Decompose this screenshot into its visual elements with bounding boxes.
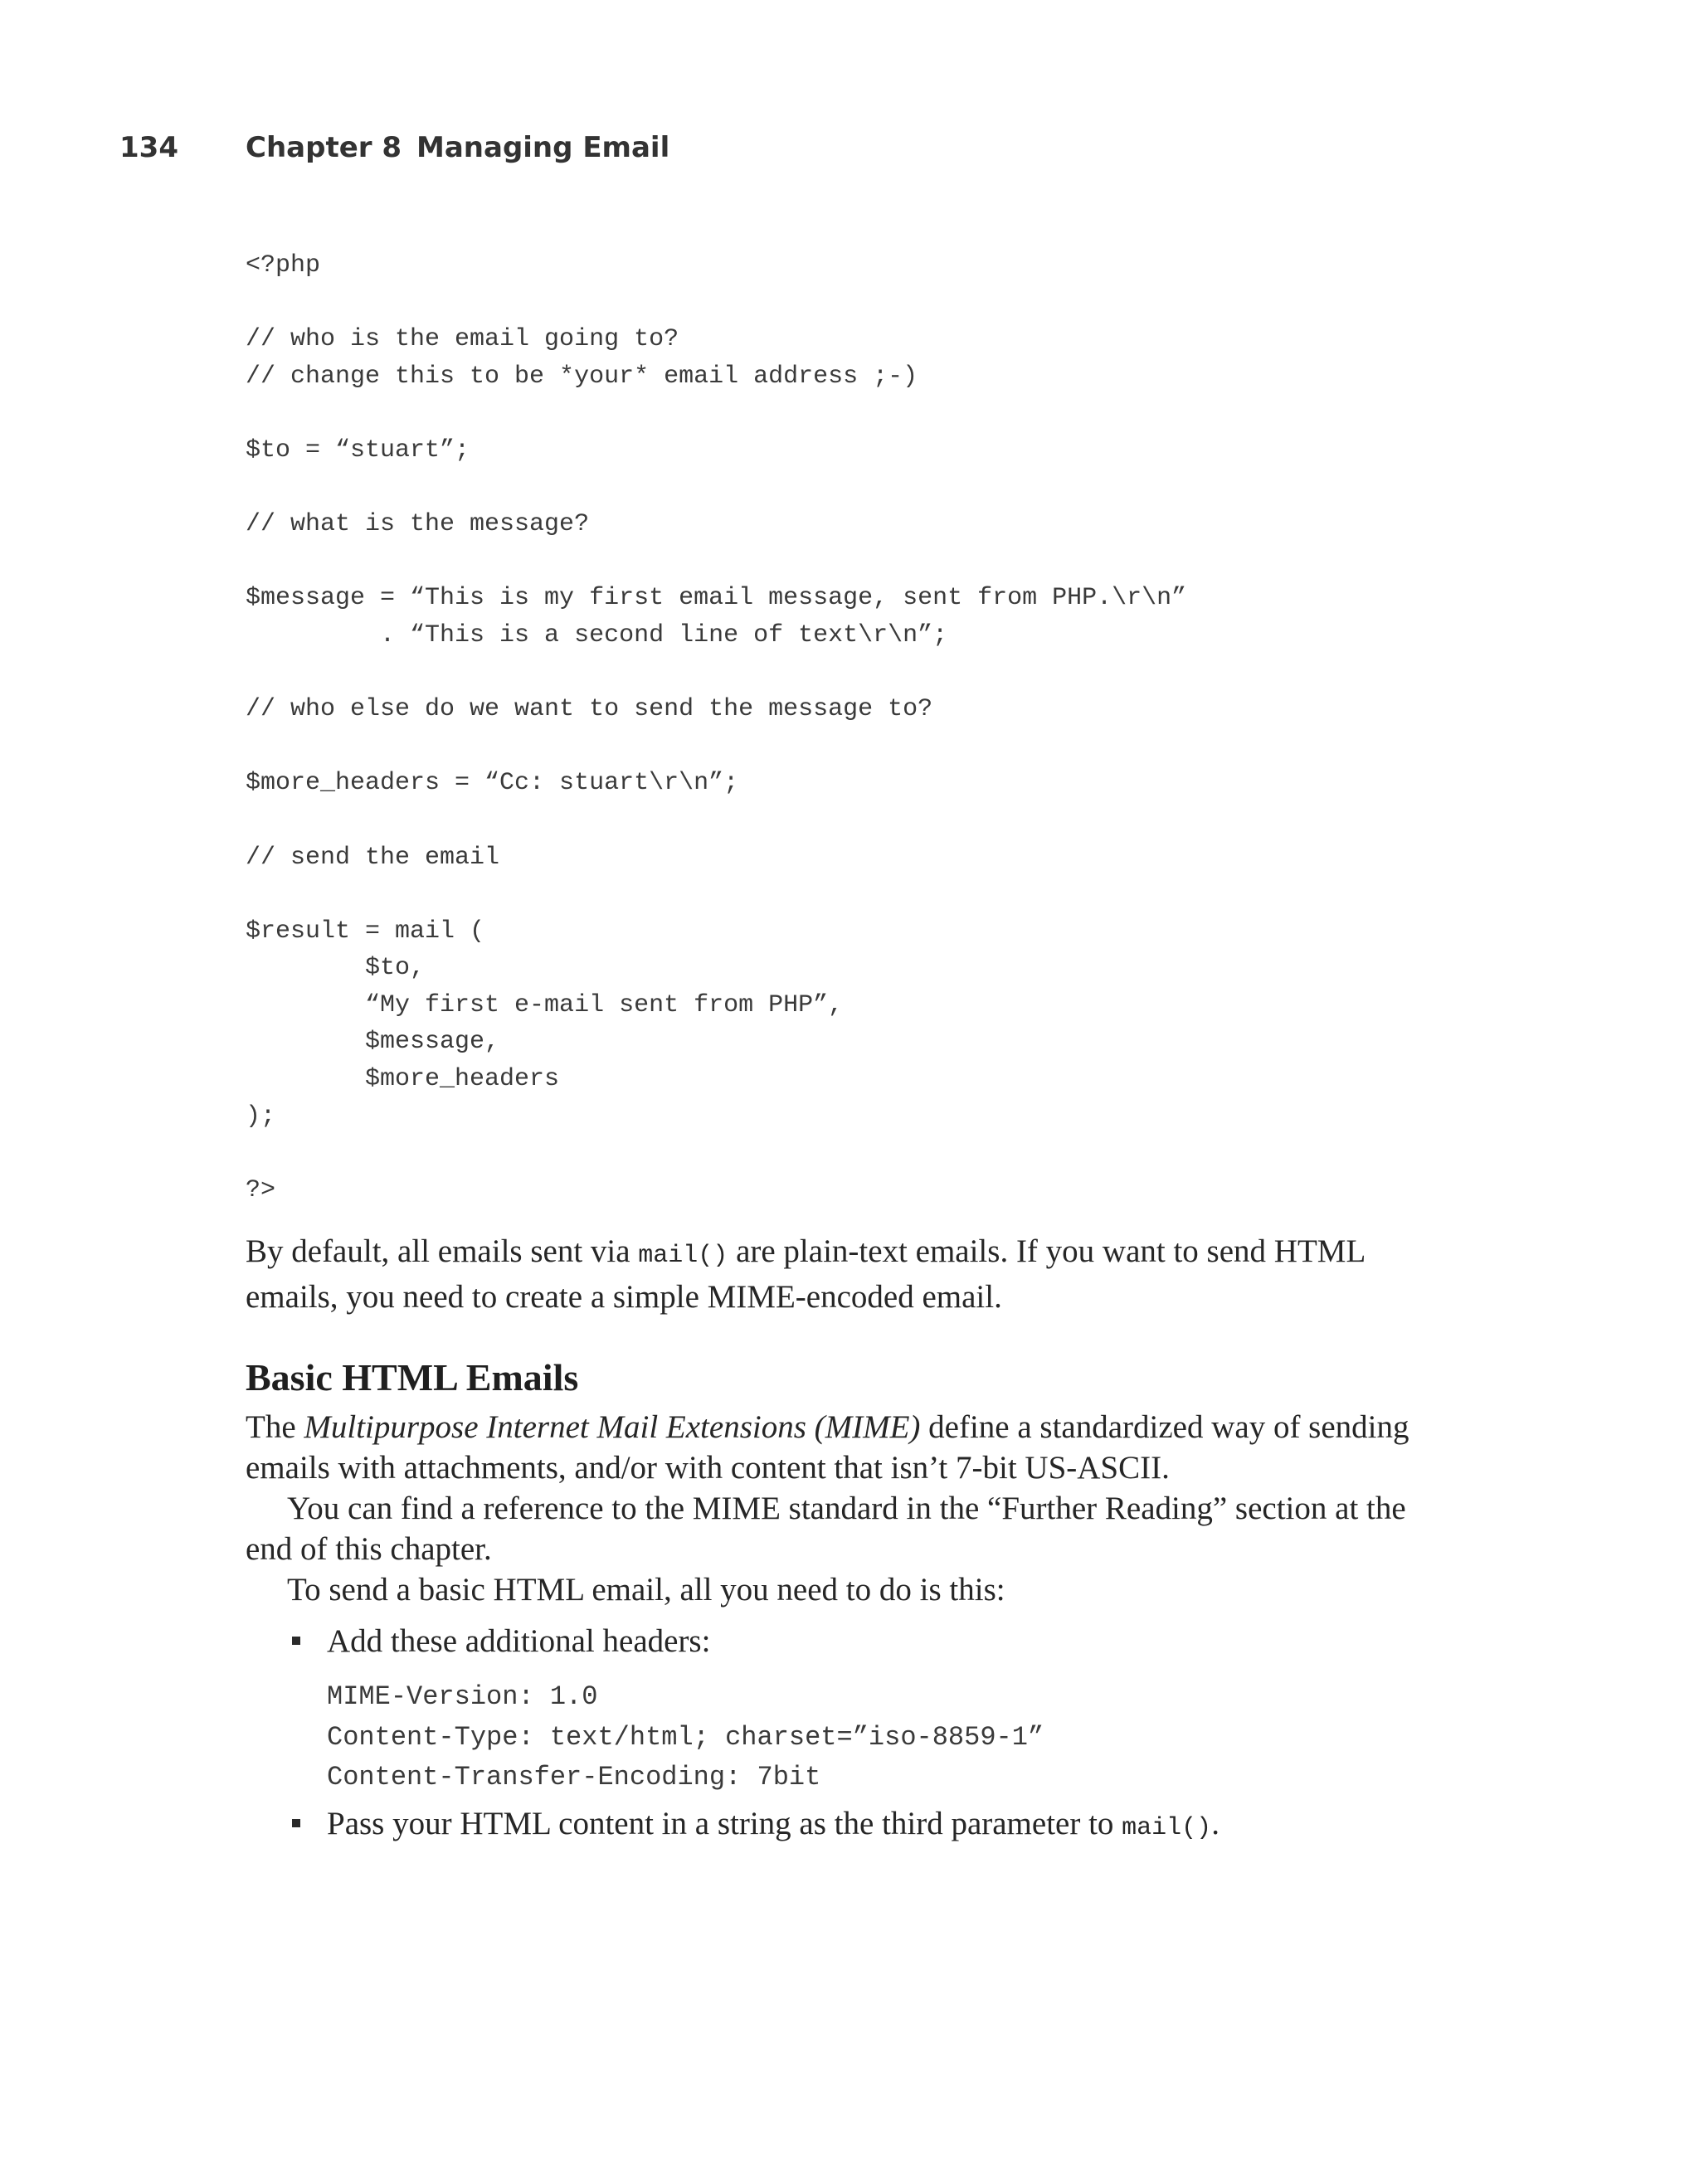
- paragraph-text: define a standardized way of sending emails with attachments, and/or with content that isn’t 7-bit US-ASCII.: [246, 1409, 1409, 1486]
- code-line: <?php: [246, 251, 321, 280]
- code-line: $to,: [246, 954, 426, 983]
- inline-code: mail(): [1122, 1814, 1212, 1842]
- code-line: . “This is a second line of text\r\n”;: [246, 620, 948, 649]
- code-line: $more_headers: [246, 1065, 560, 1094]
- running-header: [0, 131, 1699, 173]
- section-heading: Basic HTML Emails: [246, 1356, 579, 1398]
- code-line: [246, 395, 1186, 432]
- chapter-label: Chapter 8: [246, 131, 402, 164]
- code-line: MIME-Version: 1.0: [327, 1681, 598, 1712]
- code-line: [246, 728, 1186, 766]
- bullet-text: Add these additional headers:: [327, 1623, 711, 1659]
- paragraph-further-reading: You can find a reference to the MIME standard in the “Further Reading” section at the end of this chapter.: [246, 1491, 1406, 1567]
- code-line: ?>: [246, 1175, 276, 1204]
- code-line: // who is the email going to?: [246, 325, 679, 354]
- chapter-title: Managing Email: [416, 131, 670, 164]
- code-line: $message,: [246, 1028, 500, 1057]
- code-line: );: [246, 1102, 276, 1131]
- code-line: [246, 285, 1186, 322]
- code-line: [246, 876, 1186, 913]
- php-code-listing: [246, 247, 1186, 1209]
- code-line: // who else do we want to send the message to?: [246, 695, 933, 724]
- code-line: [246, 654, 1186, 692]
- page-number: 134: [119, 131, 178, 164]
- paragraph-plain-text-emails: [246, 1231, 1424, 1317]
- code-line: // send the email: [246, 843, 500, 872]
- code-line: $message = “This is my first email message, sent from PHP.\r\n”: [246, 584, 1187, 613]
- code-line: $to = “stuart”;: [246, 435, 470, 465]
- bullet-square-icon: [292, 1819, 300, 1827]
- code-line: [246, 543, 1186, 581]
- bullet-text-part: Pass your HTML content in a string as the third parameter to: [327, 1806, 1122, 1841]
- code-line: [246, 469, 1186, 507]
- mime-headers-code: [327, 1677, 1044, 1798]
- inline-code: mail(): [638, 1242, 728, 1270]
- emphasis-text: Multipurpose Internet Mail Extensions (MIME): [304, 1409, 921, 1445]
- code-line: $more_headers = “Cc: stuart\r\n”;: [246, 769, 739, 798]
- paragraph-mime-definition: [246, 1407, 1424, 1488]
- code-line: $result = mail (: [246, 917, 485, 946]
- code-line: [246, 1135, 1186, 1172]
- code-line: Content-Transfer-Encoding: 7bit: [327, 1762, 821, 1792]
- paragraph-text: are plain-text emails. If you want to send HTML emails, you need to create a simple MIME-encoded email.: [246, 1233, 1365, 1315]
- bullet-square-icon: [292, 1637, 300, 1645]
- code-line: Content-Type: text/html; charset=”iso-8859-1”: [327, 1721, 1044, 1753]
- code-line: // what is the message?: [246, 510, 590, 539]
- code-line: // change this to be *your* email address ;-): [246, 362, 918, 391]
- bullet-text: [327, 1803, 1219, 1849]
- paragraph-text: By default, all emails sent via: [246, 1233, 639, 1269]
- running-head: [246, 131, 669, 164]
- bullet-text-part: .: [1211, 1806, 1219, 1841]
- paragraph-text: The: [246, 1409, 304, 1445]
- paragraph-instructions: To send a basic HTML email, all you need to do is this:: [287, 1572, 1005, 1608]
- code-line: “My first e-mail sent from PHP”,: [246, 990, 844, 1019]
- code-line: [246, 802, 1186, 839]
